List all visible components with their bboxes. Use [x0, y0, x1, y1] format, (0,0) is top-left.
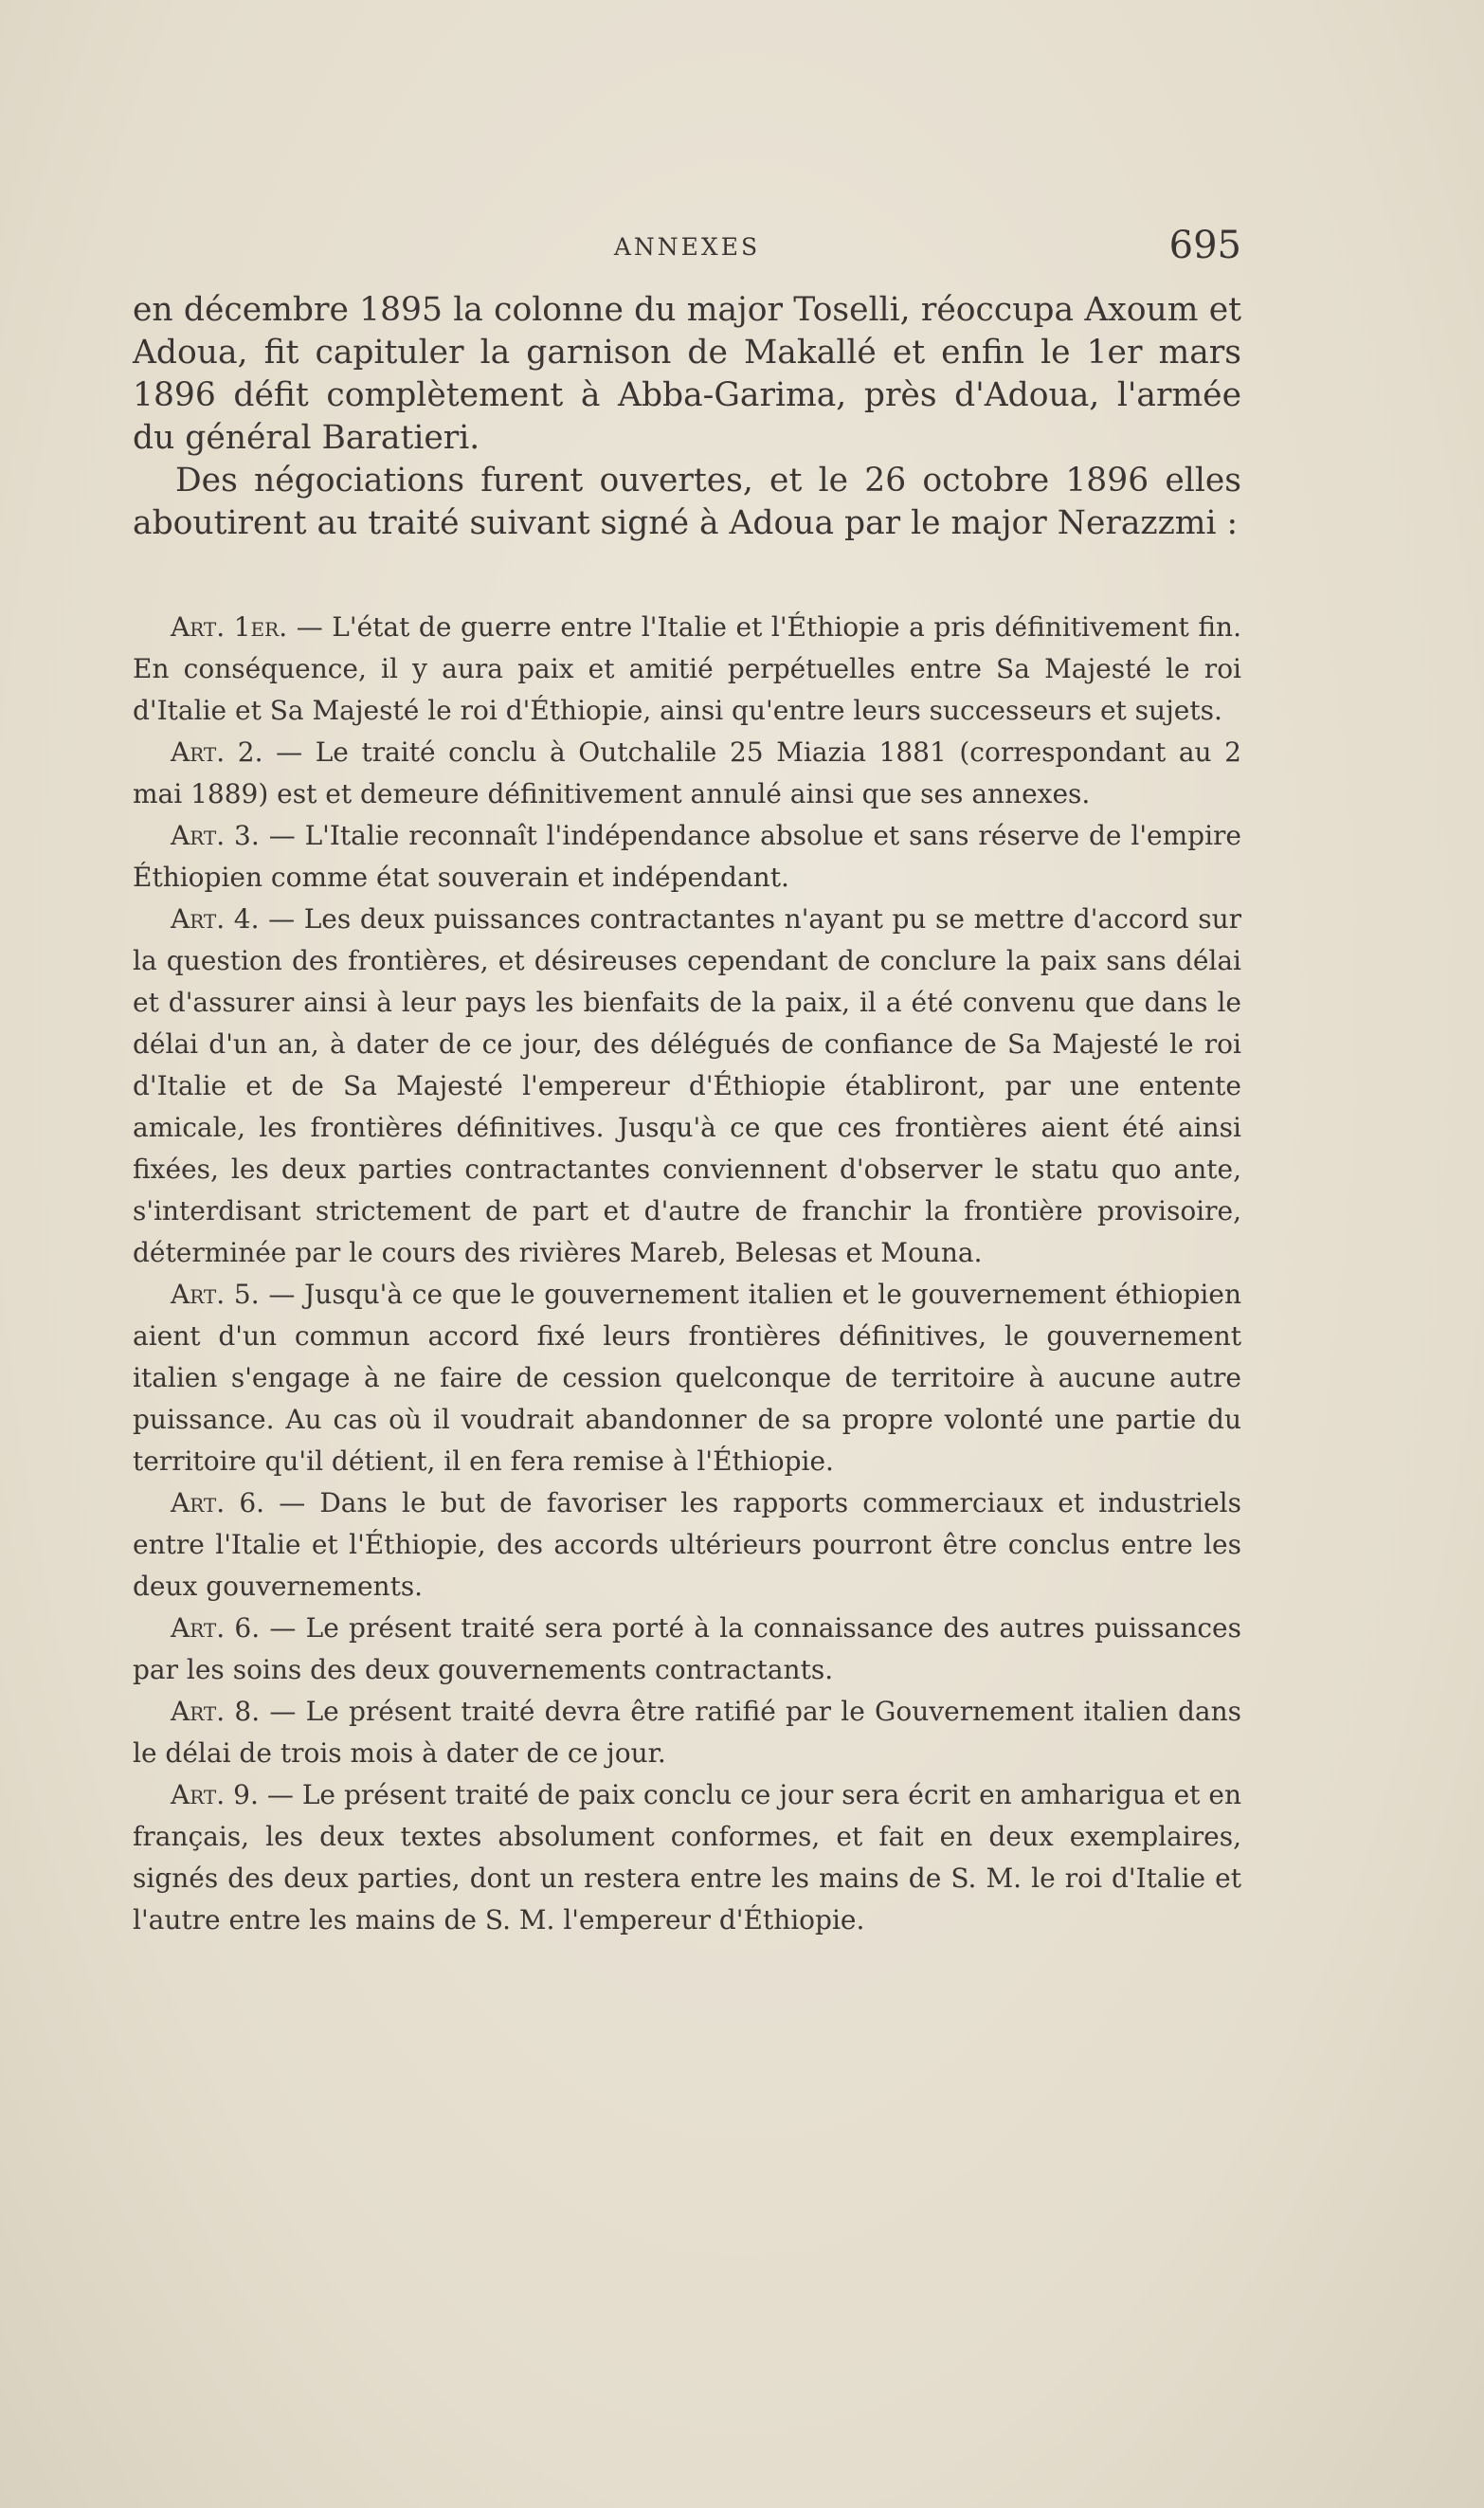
article-text: — Le présent traité sera porté à la connaissance des autres puissances par les soins des deux gouvernements contractants. — [133, 1612, 1241, 1685]
intro-paragraph: Des négociations furent ouvertes, et le 26 octobre 1896 elles aboutirent au traité suivant signé à Adoua par le major Nerazzmi : — [133, 462, 1241, 542]
article-paragraph — [133, 607, 1241, 732]
article-label: Art. 3. — [171, 820, 260, 851]
article-paragraph — [133, 1482, 1241, 1608]
article-text: — Les deux puissances contractantes n'ayant pu se mettre d'accord sur la question des frontières, et désireuses cependant de conclure la paix sans délai et d'assurer ainsi à leur pays les bienfaits de la paix, il a été convenu que dans le délai d'un an, à dater de ce jour, des délégués de confiance de Sa Majesté le roi d'Italie et de Sa Majesté l'empereur d'Éthiopie établiront, par une entente amicale, les frontières définitives. Jusqu'à ce que ces frontières aient été ainsi fixées, les deux parties contractantes conviennent d'observer le statu quo ante, s'interdisant strictement de part et d'autre de franchir la frontière provisoire, déterminée par le cours des rivières Mareb, Belesas et Mouna. — [133, 903, 1241, 1268]
article-label: Art. 2. — [171, 736, 263, 768]
article-paragraph — [133, 899, 1241, 1274]
article-paragraph — [133, 1274, 1241, 1482]
article-text: — Le présent traité devra être ratifié par le Gouvernement italien dans le délai de trois mois à dater de ce jour. — [133, 1696, 1241, 1769]
article-label: Art. 6. — [171, 1487, 265, 1518]
article-label: Art. 5. — [171, 1279, 260, 1310]
running-head: ANNEXES — [613, 233, 761, 261]
article-text: — Jusqu'à ce que le gouvernement italien et le gouvernement éthiopien aient d'un commun accord fixé leurs frontières définitives, le gouvernement italien s'engage à ne faire de cession quelconque de territoire à aucune autre puissance. Au cas où il voudrait abandonner de sa propre volonté une partie du territoire qu'il détient, il en fera remise à l'Éthiopie. — [133, 1279, 1241, 1477]
article-text: — Le présent traité de paix conclu ce jour sera écrit en amharigua et en français, les deux textes absolument conformes, et fait en deux exemplaires, signés des deux parties, dont un restera entre les mains de S. M. le roi d'Italie et l'autre entre les mains de S. M. l'empereur d'Éthiopie. — [133, 1779, 1241, 1936]
intro-paragraph: en décembre 1895 la colonne du major Toselli, réoccupa Axoum et Adoua, fit capituler la garnison de Makallé et enfin le 1er mars 1896 défit complètement à Abba-Garima, près d'Adoua, l'armée du général Baratieri. — [133, 291, 1241, 457]
article-text: — L'état de guerre entre l'Italie et l'Éthiopie a pris définitivement fin. En conséquence, il y aura paix et amitié perpétuelles entre Sa Majesté le roi d'Italie et Sa Majesté le roi d'Éthiopie, ainsi qu'entre leurs successeurs et sujets. — [133, 611, 1241, 726]
article-text: — Dans le but de favoriser les rapports commerciaux et industriels entre l'Italie et l'Éthiopie, des accords ultérieurs pourront être conclus entre les deux gouvernements. — [133, 1487, 1241, 1602]
article-paragraph — [133, 1608, 1241, 1691]
article-label: Art. 1er. — [171, 611, 288, 643]
intro-text — [133, 289, 1241, 545]
article-text: — Le traité conclu à Outchalile 25 Miazia 1881 (correspondant au 2 mai 1889) est et demeure définitivement annulé ainsi que ses annexes. — [133, 736, 1241, 809]
page-header — [133, 224, 1241, 271]
article-label: Art. 9. — [171, 1779, 259, 1810]
article-text: — L'Italie reconnaît l'indépendance absolue et sans réserve de l'empire Éthiopien comme état souverain et indépendant. — [133, 820, 1241, 893]
article-label: Art. 4. — [171, 903, 260, 935]
article-paragraph — [133, 1774, 1241, 1941]
treaty-articles — [133, 607, 1241, 1941]
article-paragraph — [133, 1691, 1241, 1774]
article-paragraph — [133, 732, 1241, 815]
article-label: Art. 6. — [171, 1612, 261, 1644]
page-number: 695 — [1168, 224, 1241, 267]
article-label: Art. 8. — [171, 1696, 261, 1727]
article-paragraph — [133, 815, 1241, 899]
